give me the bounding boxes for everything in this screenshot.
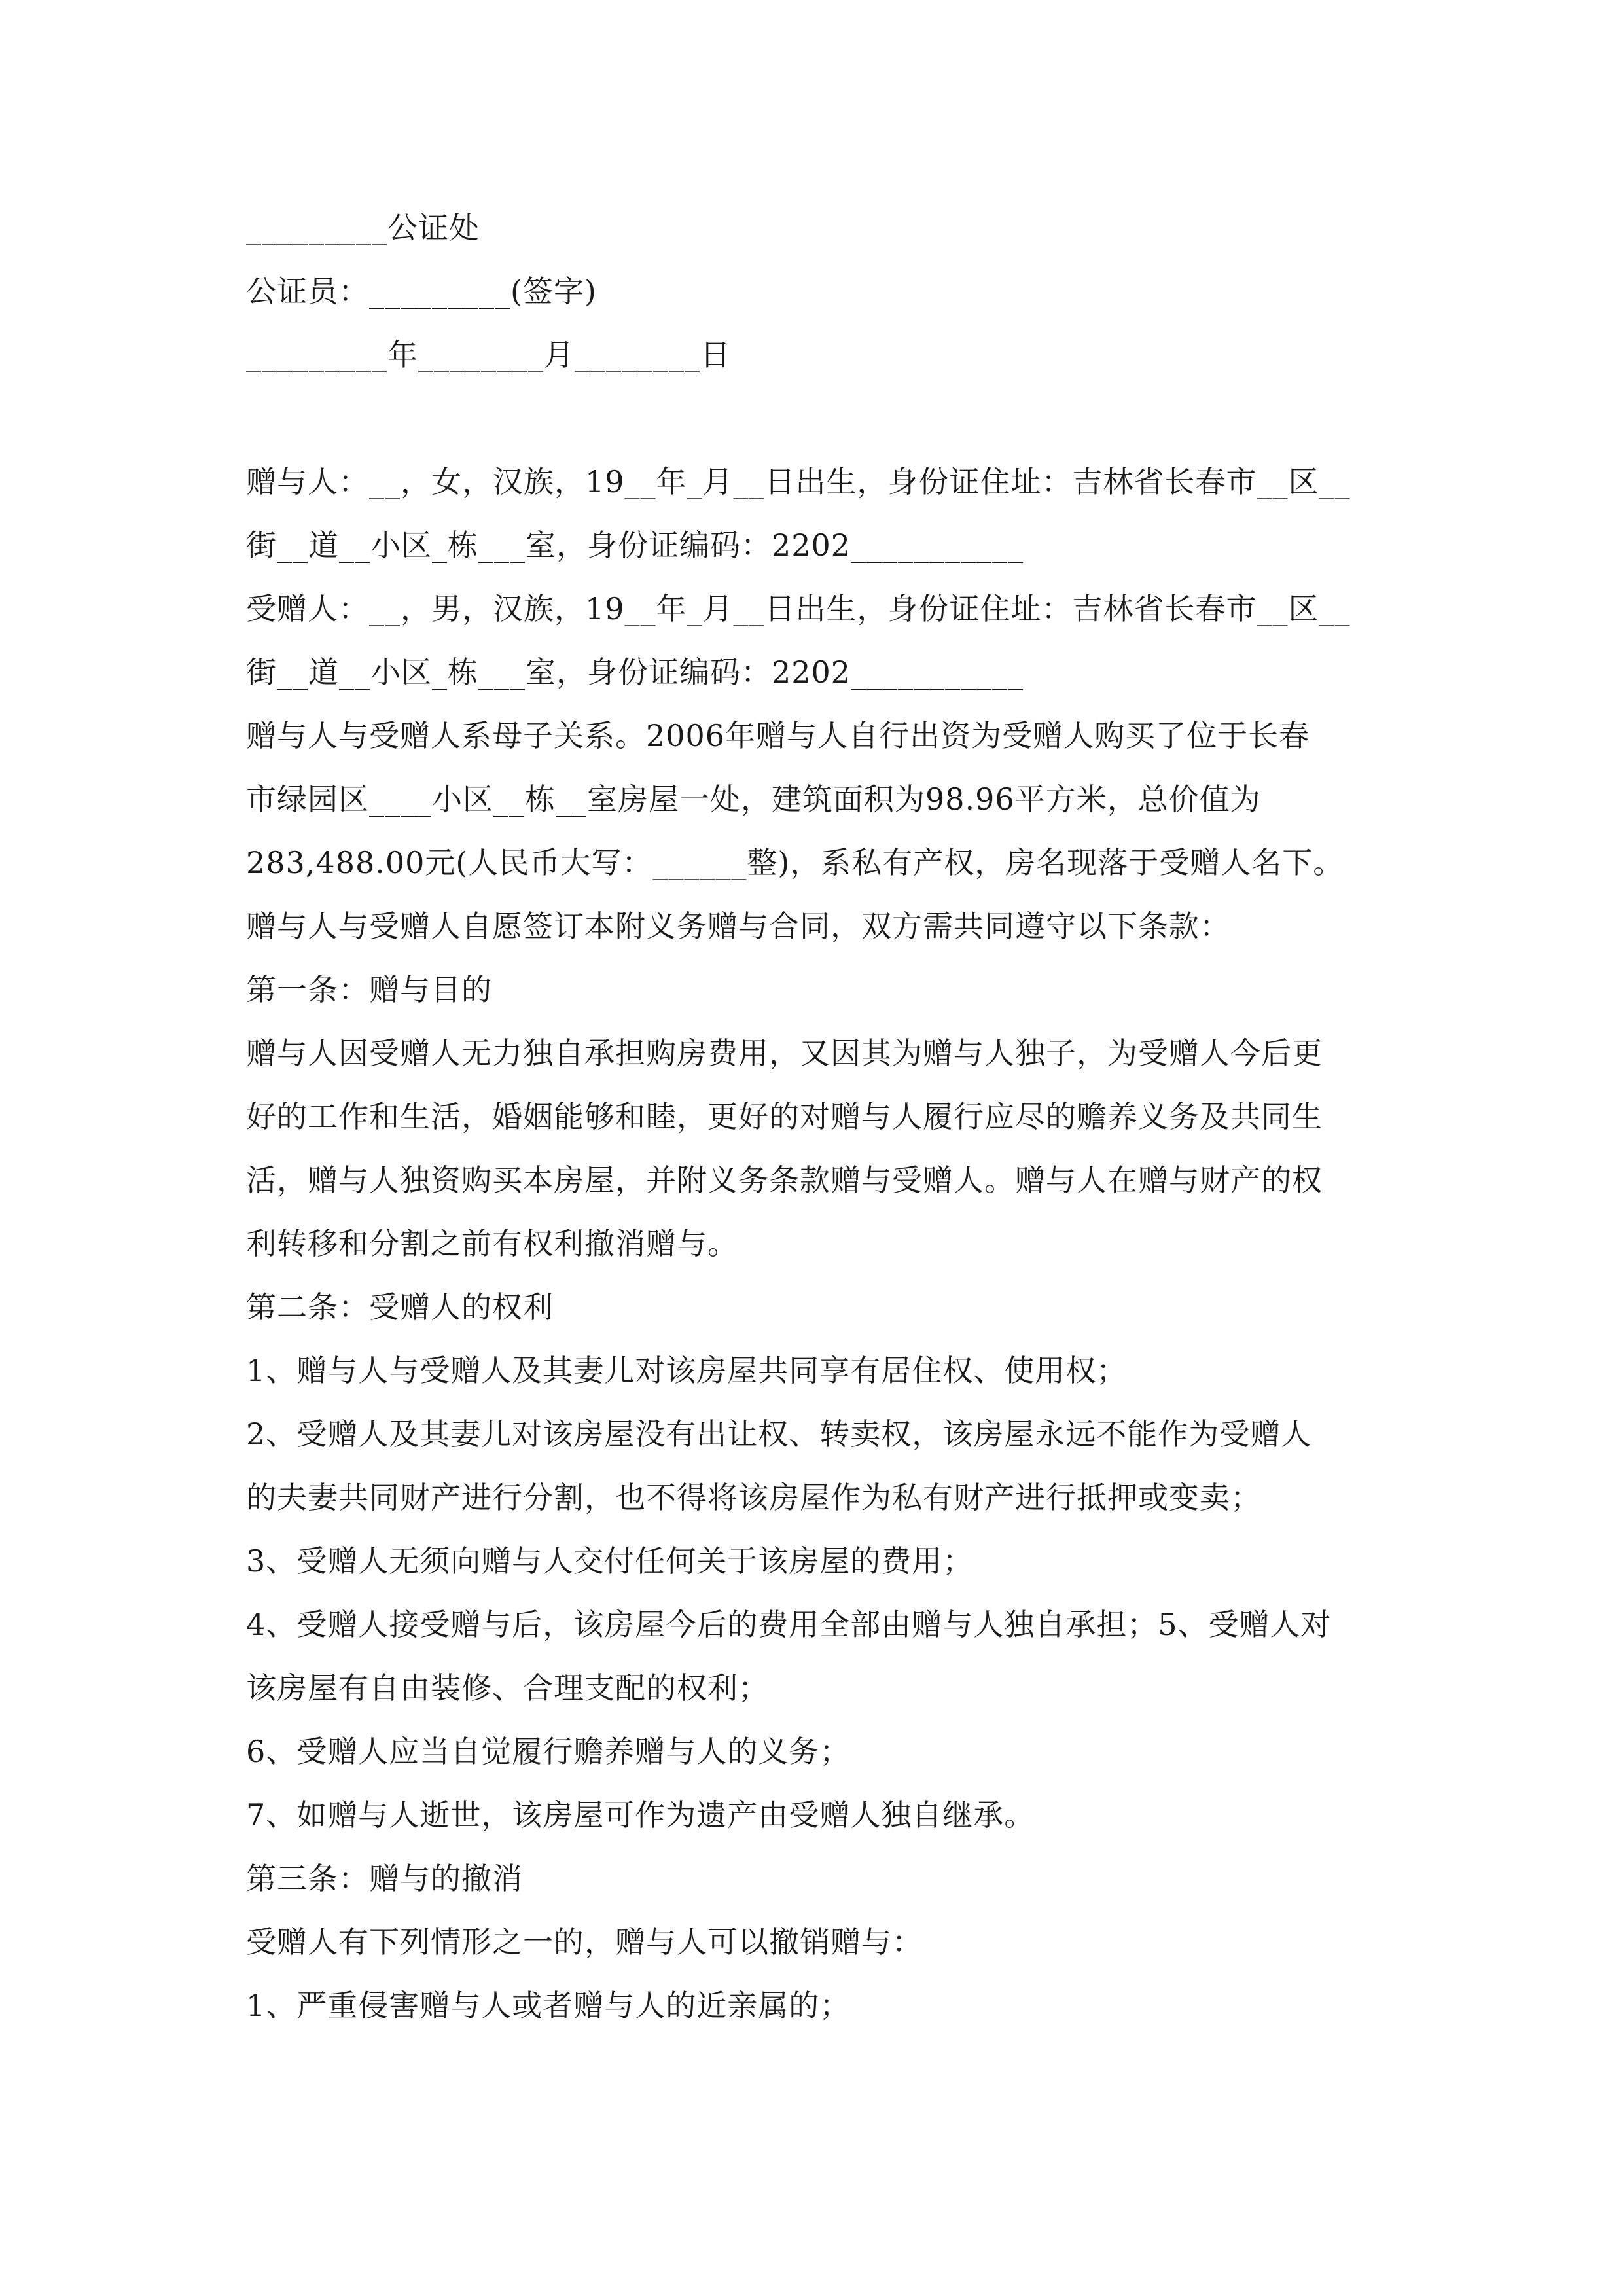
donor-info-line-2: 街__道__小区_栋___室，身份证编码：2202___________	[246, 528, 1024, 563]
article-2-item-1: 1、赠与人与受赠人及其妻儿对该房屋共同享有居住权、使用权；	[246, 1353, 1128, 1388]
article-2-item-4-line-2: 该房屋有自由装修、合理支配的权利；	[246, 1670, 769, 1706]
article-2-item-4-line-1: 4、受赠人接受赠与后，该房屋今后的费用全部由赠与人独自承担；5、受赠人对	[246, 1607, 1332, 1642]
article-2-item-3: 3、受赠人无须向赠与人交付任何关于该房屋的费用；	[246, 1543, 974, 1579]
relationship-line-2: 市绿园区____小区__栋__室房屋一处，建筑面积为98.96平方米，总价值为	[246, 781, 1261, 817]
article-2-item-2-line-2: 的夫妻共同财产进行分割，也不得将该房屋作为私有财产进行抵押或变卖；	[246, 1480, 1261, 1515]
donor-info-line-1: 赠与人：__，女，汉族，19__年_月__日出生，身份证住址：吉林省长春市__区__	[246, 464, 1351, 499]
document-page	[246, 196, 1418, 2037]
relationship-line-1: 赠与人与受赠人系母子关系。2006年赠与人自行出资为受赠人购买了位于长春	[246, 718, 1310, 753]
relationship-line-3: 283,488.00元(人民币大写：______整)，系私有产权，房名现落于受赠人名下。	[246, 845, 1344, 880]
article-3-item-1: 1、严重侵害赠与人或者赠与人的近亲属的；	[246, 1988, 851, 2023]
article-3-heading: 第三条：赠与的撤消	[246, 1861, 523, 1896]
article-2-heading: 第二条：受赠人的权利	[246, 1289, 554, 1325]
agreement-intro-line: 赠与人与受赠人自愿签订本附义务赠与合同，双方需共同遵守以下条款：	[246, 908, 1230, 944]
article-1-heading: 第一条：赠与目的	[246, 972, 492, 1007]
donee-info-line-1: 受赠人：__，男，汉族，19__年_月__日出生，身份证住址：吉林省长春市__区__	[246, 591, 1351, 626]
section-gap	[246, 387, 1418, 450]
article-3-intro: 受赠人有下列情形之一的，赠与人可以撤销赠与：	[246, 1924, 923, 1960]
donee-info-line-2: 街__道__小区_栋___室，身份证编码：2202___________	[246, 655, 1024, 690]
article-2-item-7: 7、如赠与人逝世，该房屋可作为遗产由受赠人独自继承。	[246, 1797, 1035, 1833]
article-1-text-line-2: 好的工作和生活，婚姻能够和睦，更好的对赠与人履行应尽的赡养义务及共同生	[246, 1099, 1323, 1134]
notary-date-line: _________年________月________日	[246, 337, 731, 372]
article-1-text-line-4: 利转移和分割之前有权利撤消赠与。	[246, 1226, 738, 1261]
notary-office-line: _________公证处	[246, 210, 480, 245]
article-2-item-6: 6、受赠人应当自觉履行赡养赠与人的义务；	[246, 1734, 851, 1769]
notary-sign-line: 公证员：_________(签字)	[246, 274, 597, 309]
article-1-text-line-1: 赠与人因受赠人无力独自承担购房费用，又因其为赠与人独子，为受赠人今后更	[246, 1035, 1323, 1071]
article-2-item-2-line-1: 2、受赠人及其妻儿对该房屋没有出让权、转卖权，该房屋永远不能作为受赠人	[246, 1416, 1312, 1452]
article-1-text-line-3: 活，赠与人独资购买本房屋，并附义务条款赠与受赠人。赠与人在赠与财产的权	[246, 1162, 1323, 1198]
